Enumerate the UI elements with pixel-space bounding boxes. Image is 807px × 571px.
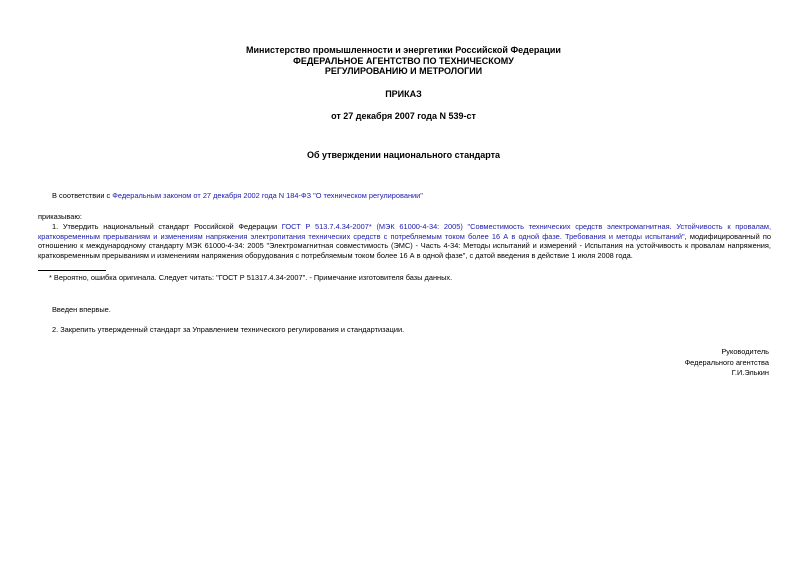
item-2-paragraph: 2. Закрепить утвержденный стандарт за Управлением технического регулирования и стандартизации. bbox=[52, 325, 405, 334]
signatory-name: Г.И.Элькин bbox=[731, 368, 769, 377]
agency-name-line2: РЕГУЛИРОВАНИЮ И МЕТРОЛОГИИ bbox=[324, 66, 483, 76]
signature-block bbox=[685, 347, 769, 379]
item-1-prefix: 1. Утвердить национальный стандарт Российской Федерации bbox=[52, 222, 282, 231]
preamble-prefix: В соответствии с bbox=[52, 191, 113, 200]
item-1-paragraph bbox=[38, 222, 771, 260]
order-title: ПРИКАЗ bbox=[385, 89, 422, 99]
signatory-agency: Федерального агентства bbox=[684, 357, 769, 367]
document-header bbox=[0, 45, 807, 77]
order-word: приказываю: bbox=[38, 212, 82, 221]
footnote: * Вероятно, ошибка оригинала. Следует читать: "ГОСТ Р 51317.4.34-2007". - Примечание изготовителя базы данных. bbox=[49, 273, 453, 282]
federal-law-link[interactable]: Федеральным законом от 27 декабря 2002 года N 184-ФЗ "О техническом регулировании" bbox=[112, 191, 423, 200]
agency-name-line1: ФЕДЕРАЛЬНОЕ АГЕНТСТВО ПО ТЕХНИЧЕСКОМУ bbox=[293, 55, 514, 66]
signatory-role: Руководитель bbox=[721, 347, 769, 356]
introduced-note: Введен впервые. bbox=[52, 305, 111, 314]
preamble-paragraph bbox=[38, 191, 771, 201]
standard-link[interactable]: ГОСТ Р 513.7.4.34-2007* (МЭК 61000-4-34: 2005) "Совместимость технических средств электромагнитная. Устойчивость к провалам, кратковременным прерываниям и изменениям напряжения электропитания технических средств с потребляемым током более 16 А в одной фазе. Требования и методы испытаний" bbox=[38, 222, 772, 241]
footnote-divider bbox=[38, 270, 106, 271]
order-date: от 27 декабря 2007 года N 539-ст bbox=[331, 111, 476, 121]
item-1-suffix: , модифицированный по отношению к международному стандарту МЭК 61000-4-34: 2005 "Электромагнитная совместимость (ЭМС) - Часть 4-34: Методы испытаний и измерений - Испытания на устойчивость к провалам напряжения, кратковременным прерываниям и изменениям напряжения оборудования с потребляемым током более 16 А в одной фазе", с датой введения в действие 1 июля 2008 года. bbox=[38, 231, 771, 260]
order-subject: Об утверждении национального стандарта bbox=[306, 150, 501, 160]
ministry-name: Министерство промышленности и энергетики Российской Федерации bbox=[246, 45, 561, 55]
